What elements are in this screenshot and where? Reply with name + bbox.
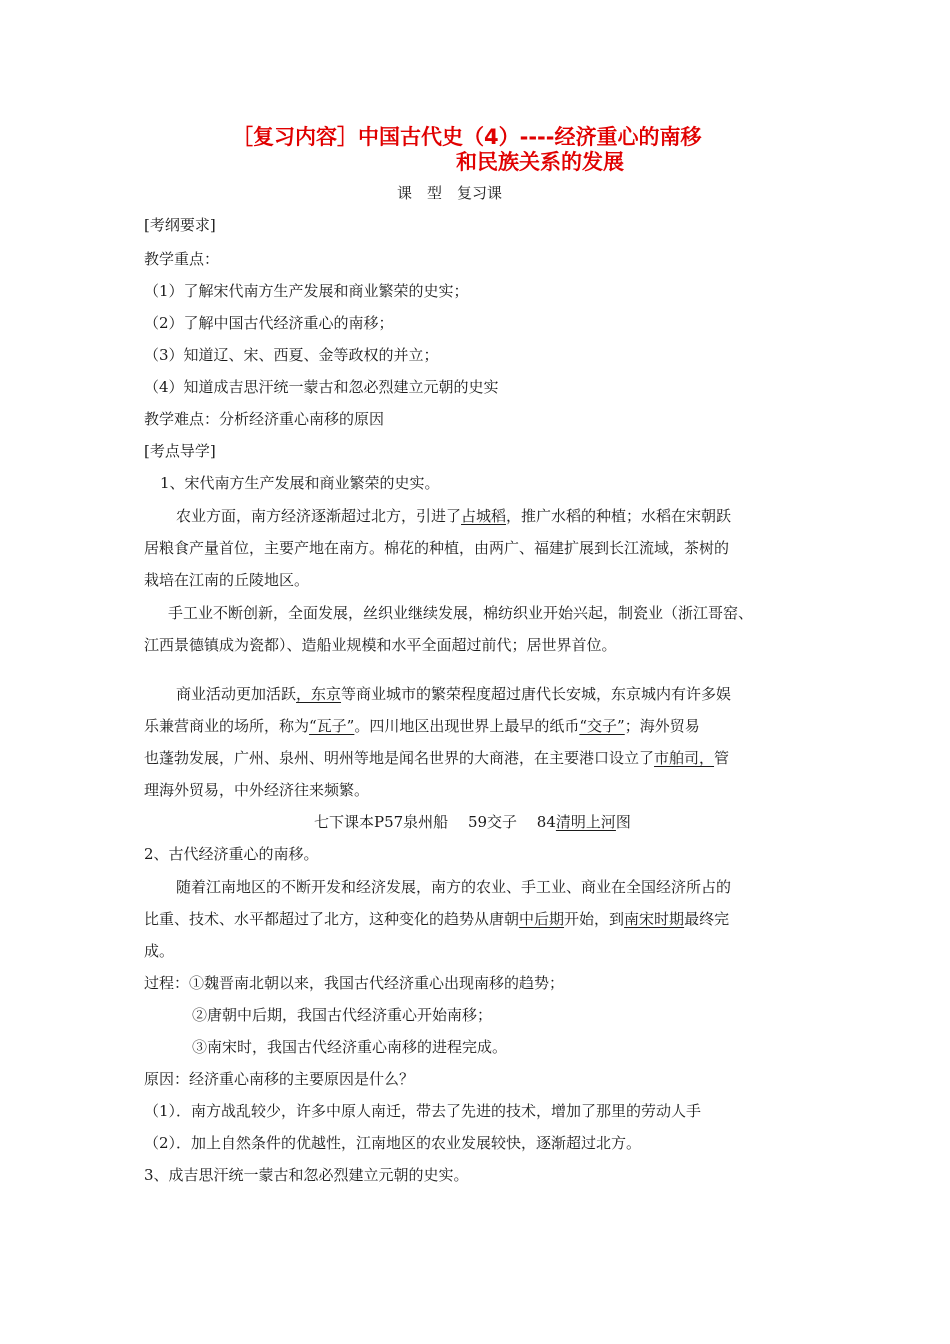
- underlined-term: 占城稻: [461, 507, 507, 525]
- handicraft-paragraph-line: 江西景德镇成为瓷都）、造船业规模和水平全面超过前代；居世界首位。: [144, 636, 617, 654]
- focus-item: （4）知道成吉思汗统一蒙古和忽必烈建立元朝的史实: [144, 378, 499, 396]
- handicraft-paragraph-line: 手工业不断创新，全面发展，丝织业继续发展，棉纺织业开始兴起，制瓷业（浙江哥窑、: [168, 604, 754, 622]
- commerce-paragraph-line: 商业活动更加活跃，东京等商业城市的繁荣程度超过唐代长安城，东京城内有许多娱: [176, 685, 732, 703]
- point2-paragraph-line: 成。: [144, 942, 175, 960]
- underlined-term: “瓦子”: [309, 717, 355, 735]
- focus-item: （3）知道辽、宋、西夏、金等政权的并立；: [144, 346, 439, 364]
- point2-paragraph-line: 随着江南地区的不断开发和经济发展，南方的农业、手工业、商业在全国经济所占的: [176, 878, 732, 896]
- reason-item: （2）．加上自然条件的优越性，江南地区的农业发展较快，逐渐超过北方。: [144, 1134, 642, 1152]
- underlined-term: “交子”: [579, 717, 625, 735]
- process-item: ③南宋时，我国古代经济重心南移的进程完成。: [192, 1038, 508, 1056]
- underlined-term: 南宋时期: [624, 910, 685, 928]
- commerce-paragraph-line: 理海外贸易，中外经济往来频繁。: [144, 781, 370, 799]
- underlined-term: ，东京: [296, 685, 342, 703]
- commerce-paragraph-line: 也蓬勃发展，广州、泉州、明州等地是闻名世界的大商港，在主要港口设立了市舶司，管: [144, 749, 730, 767]
- process-item: ②唐朝中后期，我国古代经济重心开始南移；: [192, 1006, 493, 1024]
- section-header-syllabus: [考纲要求]: [144, 216, 216, 234]
- commerce-paragraph-line: 乐兼营商业的场所，称为“瓦子”。四川地区出现世界上最早的纸币“交子”；海外贸易: [144, 717, 700, 735]
- reason-question: 原因：经济重心南移的主要原因是什么？: [144, 1070, 415, 1088]
- section-header-guide: [考点导学]: [144, 442, 216, 460]
- point2-heading: 2、古代经济重心的南移。: [144, 845, 319, 863]
- teaching-focus-label: 教学重点：: [144, 250, 220, 268]
- document-title-line2: 和民族关系的发展: [456, 150, 624, 174]
- textbook-reference: 七下课本P57泉州船 59交子 84清明上河图: [314, 813, 631, 831]
- focus-item: （2）了解中国古代经济重心的南移；: [144, 314, 394, 332]
- document-title-line1: ［复习内容］中国古代史（4）----经济重心的南移: [232, 125, 702, 149]
- underlined-term: 中后期: [519, 910, 565, 928]
- point3-heading: 3、成吉思汗统一蒙古和忽必烈建立元朝的史实。: [144, 1166, 469, 1184]
- agriculture-paragraph-line: 居粮食产量首位，主要产地在南方。棉花的种植，由两广、福建扩展到长江流域，茶树的: [144, 539, 730, 557]
- agriculture-paragraph-line: 栽培在江南的丘陵地区。: [144, 571, 310, 589]
- point2-paragraph-line: 比重、技术、水平都超过了北方，这种变化的趋势从唐朝中后期开始，到南宋时期最终完: [144, 910, 730, 928]
- teaching-difficulty: 教学难点：分析经济重心南移的原因: [144, 410, 385, 428]
- course-type: 课 型 复习课: [397, 184, 503, 202]
- reason-item: （1）．南方战乱较少，许多中原人南迁，带去了先进的技术，增加了那里的劳动人手: [144, 1102, 702, 1120]
- process-item: 过程：①魏晋南北朝以来，我国古代经济重心出现南移的趋势；: [144, 974, 565, 992]
- focus-item: （1）了解宋代南方生产发展和商业繁荣的史实；: [144, 282, 469, 300]
- underlined-term: 清明上河: [555, 813, 616, 831]
- agriculture-paragraph-line: 农业方面，南方经济逐渐超过北方，引进了占城稻，推广水稻的种植；水稻在宋朝跃: [176, 507, 732, 525]
- underlined-term: 市舶司，: [654, 749, 715, 767]
- point1-heading: 1、宋代南方生产发展和商业繁荣的史实。: [160, 474, 440, 492]
